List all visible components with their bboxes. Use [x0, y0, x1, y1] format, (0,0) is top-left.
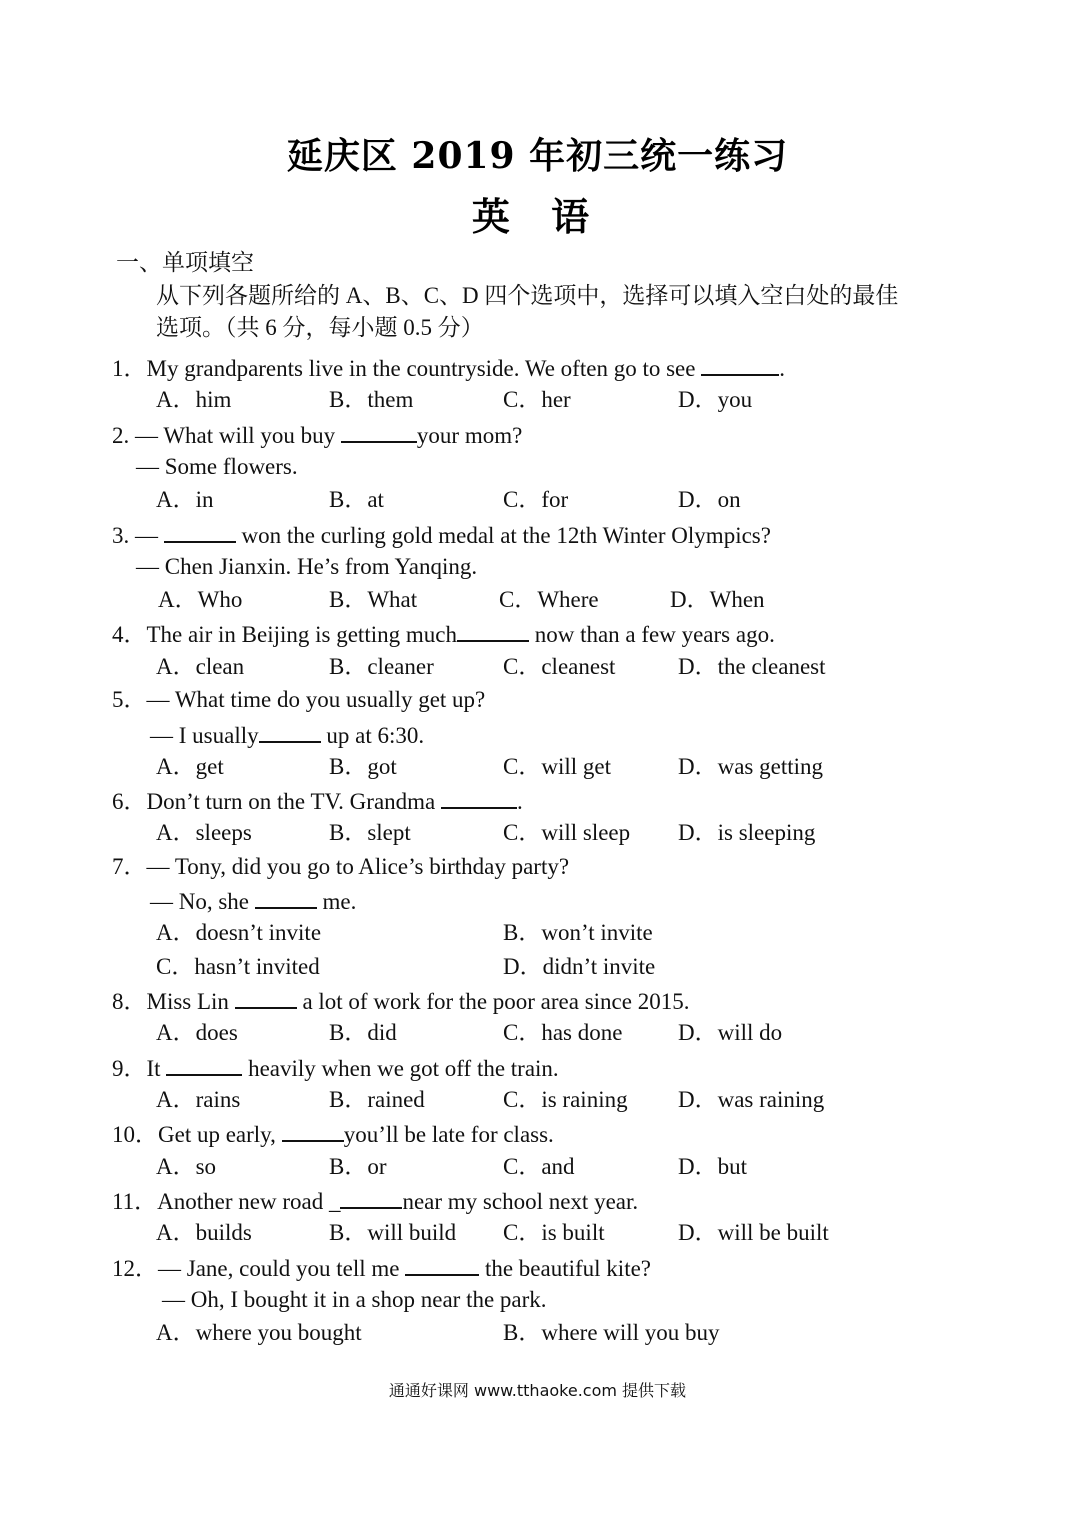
question-12-reply: — Oh, I bought it in a shop near the park. — [162, 1287, 547, 1312]
answer-blank — [701, 352, 779, 376]
section-heading: 一、单项填空 — [116, 250, 254, 275]
option-a: A．clean — [156, 654, 245, 679]
option-b: B．will build — [329, 1220, 457, 1245]
option-d: D．was raining — [678, 1087, 825, 1112]
option-b: B．where will you buy — [503, 1320, 720, 1345]
question-5-reply: — I usually up at 6:30. — [150, 719, 424, 751]
answer-blank — [164, 519, 236, 543]
option-b: B．got — [329, 754, 397, 779]
option-d: D．on — [678, 487, 741, 512]
question-2-stem: 2. — What will you buy your mom? — [112, 419, 522, 451]
answer-blank — [441, 785, 517, 809]
option-a: A．does — [156, 1020, 238, 1045]
answer-blank — [235, 985, 297, 1009]
option-d: D．didn’t invite — [503, 954, 656, 979]
instruction-line-1: 从下列各题所给的 A、B、C、D 四个选项中，选择可以填入空白处的最佳 — [156, 283, 899, 308]
question-3-reply: — Chen Jianxin. He’s from Yanqing. — [136, 554, 478, 579]
page-footer: 通通好课网 www.tthaoke.com 提供下载 — [388, 1381, 687, 1400]
question-9-stem: 9．It heavily when we got off the train. — [112, 1052, 559, 1084]
option-b: B．slept — [329, 820, 411, 845]
question-2-reply: — Some flowers. — [136, 454, 298, 479]
option-d: D．you — [678, 387, 753, 412]
option-a: A．where you bought — [156, 1320, 362, 1345]
option-c: C．hasn’t invited — [156, 954, 320, 979]
option-a: A．builds — [156, 1220, 252, 1245]
option-c: C．her — [503, 387, 571, 412]
option-b: B．did — [329, 1020, 397, 1045]
question-12-stem: 12．— Jane, could you tell me the beautiful kite? — [112, 1252, 651, 1284]
option-c: C．is raining — [503, 1087, 628, 1112]
option-b: B．cleaner — [329, 654, 434, 679]
option-a: A．in — [156, 487, 214, 512]
answer-blank — [340, 1185, 402, 1209]
option-a: A．sleeps — [156, 820, 252, 845]
question-8-stem: 8．Miss Lin a lot of work for the poor area since 2015. — [112, 985, 689, 1017]
option-a: A．rains — [156, 1087, 241, 1112]
question-7-reply: — No, she me. — [150, 885, 356, 917]
page-title: 延庆区 2019 年初三统一练习 — [286, 135, 789, 177]
option-b: B．them — [329, 387, 414, 412]
option-a: A．doesn’t invite — [156, 920, 322, 945]
option-c: C．will sleep — [503, 820, 631, 845]
answer-blank — [282, 1118, 344, 1142]
option-a: A．so — [156, 1154, 217, 1179]
question-7-stem: 7．— Tony, did you go to Alice’s birthday party? — [112, 854, 570, 879]
answer-blank — [405, 1252, 479, 1276]
option-c: C．Where — [499, 587, 599, 612]
option-b: B．won’t invite — [503, 920, 653, 945]
answer-blank — [166, 1052, 242, 1076]
question-4-stem: 4．The air in Beijing is getting much now than a few years ago. — [112, 618, 775, 650]
option-c: C．has done — [503, 1020, 623, 1045]
option-d: D．will be built — [678, 1220, 829, 1245]
option-a: A．him — [156, 387, 232, 412]
option-b: B．or — [329, 1154, 387, 1179]
question-10-stem: 10．Get up early, you’ll be late for class. — [112, 1118, 554, 1150]
option-b: B．at — [329, 487, 384, 512]
question-1-stem: 1．My grandparents live in the countryside. We often go to see . — [112, 352, 785, 384]
question-11-stem: 11．Another new road _ near my school next year. — [112, 1185, 638, 1217]
option-d: D．was getting — [678, 754, 824, 779]
option-b: B．rained — [329, 1087, 425, 1112]
option-c: C．for — [503, 487, 569, 512]
answer-blank — [341, 419, 417, 443]
question-5-stem: 5．— What time do you usually get up? — [112, 687, 486, 712]
option-d: D．When — [670, 587, 765, 612]
option-d: D．is sleeping — [678, 820, 816, 845]
instruction-line-2: 选项。（共 6 分，每小题 0.5 分） — [156, 315, 484, 340]
option-d: D．the cleanest — [678, 654, 826, 679]
question-6-stem: 6．Don’t turn on the TV. Grandma . — [112, 785, 523, 817]
answer-blank — [457, 618, 529, 642]
option-c: C．and — [503, 1154, 575, 1179]
answer-blank — [255, 885, 317, 909]
option-c: C．is built — [503, 1220, 605, 1245]
option-c: C．will get — [503, 754, 611, 779]
option-c: C．cleanest — [503, 654, 616, 679]
question-3-stem: 3. — won the curling gold medal at the 12th Winter Olympics? — [112, 519, 771, 551]
option-b: B．What — [329, 587, 418, 612]
option-a: A．Who — [158, 587, 243, 612]
answer-blank — [259, 719, 321, 743]
subject-title: 英 语 — [471, 194, 604, 239]
option-a: A．get — [156, 754, 224, 779]
option-d: D．but — [678, 1154, 747, 1179]
option-d: D．will do — [678, 1020, 783, 1045]
